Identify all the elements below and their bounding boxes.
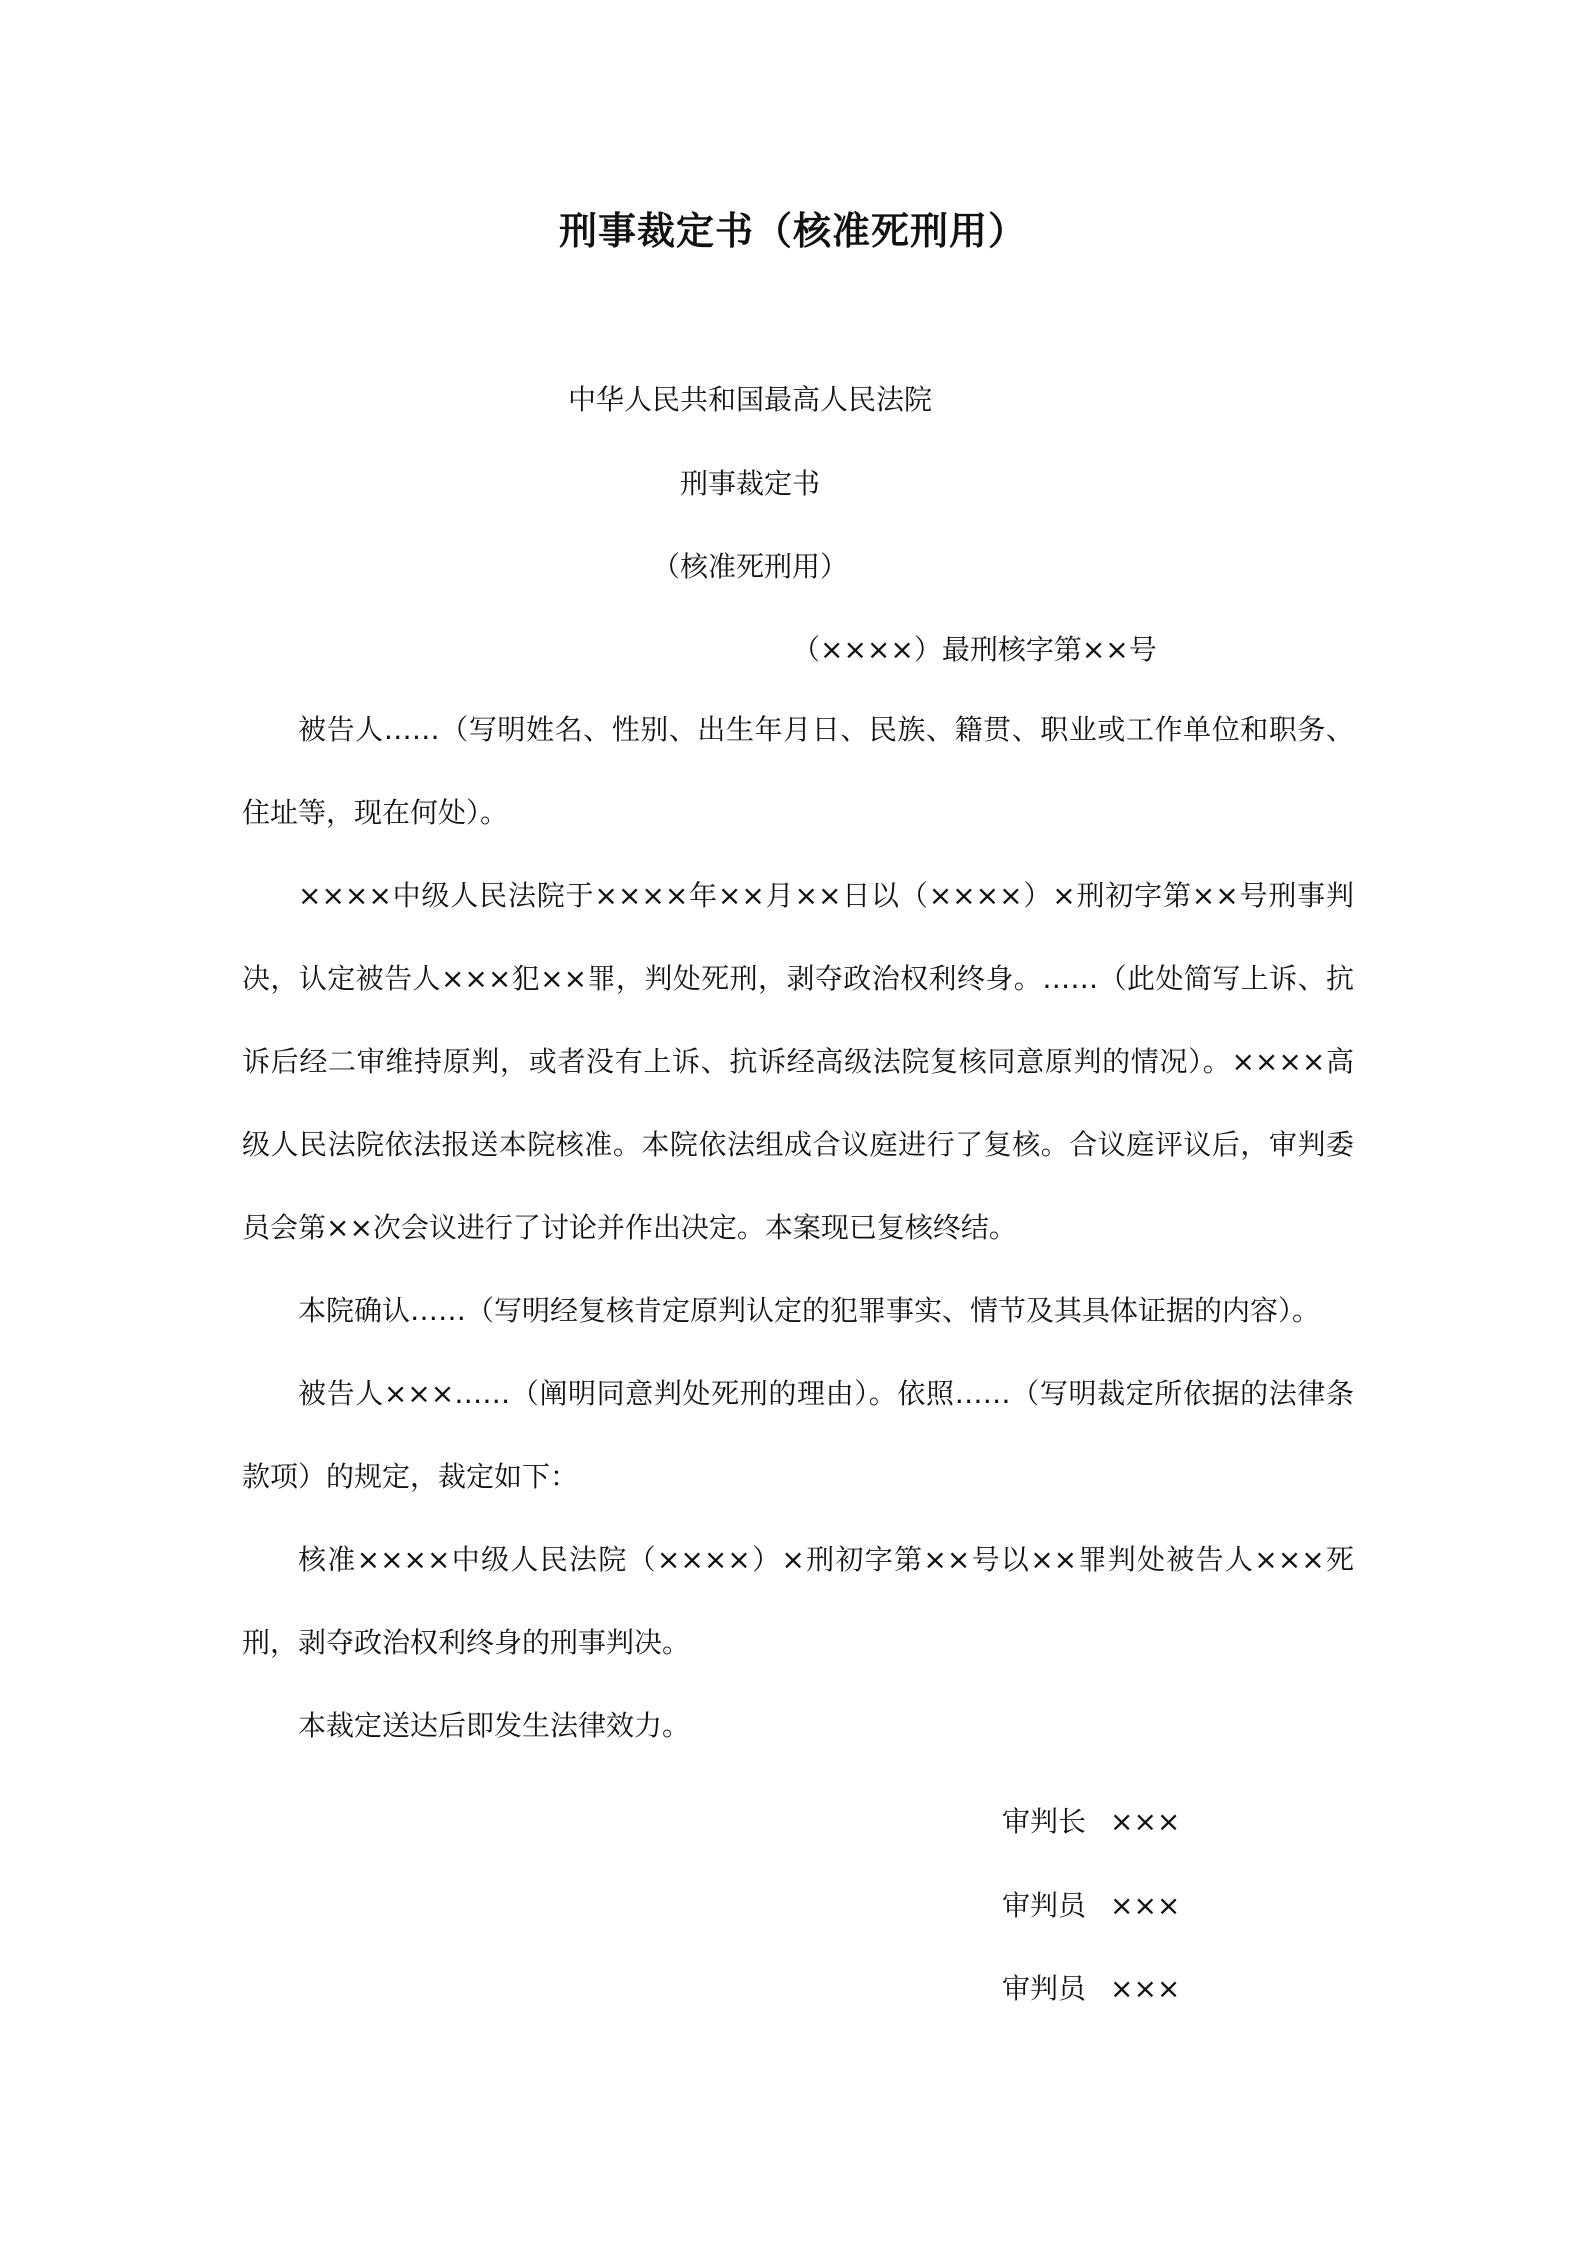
document-title: 刑事裁定书（核准死刑用） (558, 209, 1027, 253)
document-subtitle: （核准死刑用） (651, 550, 848, 583)
signature-role: 审判员 (1002, 1972, 1087, 2005)
signature-row (1002, 1967, 1180, 2007)
paragraph-case-history: ××××中级人民法院于××××年××月××日以（××××）×刑初字第××号刑事判决，认定被告人×××犯××罪，判处死刑，剥夺政治权利终身。……（此处简写上诉、抗诉后经二审维持原判，或者没有上诉、抗诉经高级法院复核同意原判的情况）。××××高级人民法院依法报送本院核准。本院依法组成合议庭进行了复核。合议庭评议后，审判委员会第××次会议进行了讨论并作出决定。本案现已复核终结。 (242, 879, 1354, 1244)
signature-row (1002, 1884, 1180, 1924)
paragraph-court-confirmation: 本院确认……（写明经复核肯定原判认定的犯罪事实、情节及其具体证据的内容）。 (298, 1294, 1321, 1327)
signature-name: ××× (1110, 1972, 1181, 2005)
signature-name: ××× (1110, 1805, 1181, 1838)
paragraph-reasoning: 被告人×××……（阐明同意判处死刑的理由）。依照……（写明裁定所依据的法律条款项）的规定，裁定如下： (242, 1377, 1354, 1493)
court-name: 中华人民共和国最高人民法院 (567, 383, 932, 416)
case-number: （××××）最刑核字第××号 (792, 633, 1157, 666)
signature-role: 审判长 (1002, 1805, 1087, 1838)
signature-row (1002, 1800, 1180, 1840)
paragraph-defendant-info: 被告人……（写明姓名、性别、出生年月日、民族、籍贯、职业或工作单位和职务、住址等，现在何处）。 (242, 713, 1354, 829)
signature-name: ××× (1110, 1889, 1181, 1922)
paragraph-ruling: 核准××××中级人民法院（××××）×刑初字第××号以××罪判处被告人×××死刑，剥夺政治权利终身的刑事判决。 (242, 1543, 1354, 1659)
signature-role: 审判员 (1002, 1889, 1087, 1922)
paragraph-effect: 本裁定送达后即发生法律效力。 (298, 1709, 691, 1742)
document-type: 刑事裁定书 (679, 467, 820, 500)
